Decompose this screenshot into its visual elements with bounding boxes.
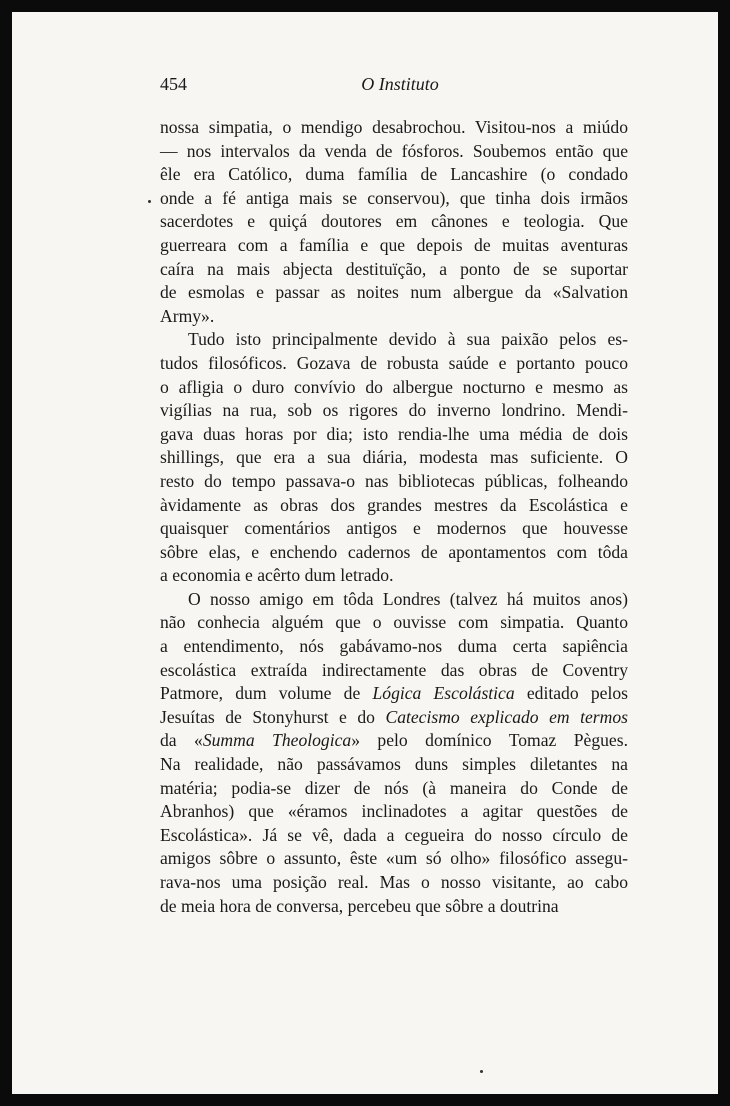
text-line bbox=[160, 376, 628, 400]
body-text bbox=[160, 116, 628, 918]
text-line bbox=[160, 163, 628, 187]
text-segment: guerreara com a família e que depois de muitas aventuras bbox=[160, 234, 628, 255]
text-segment: » pelo domínico Tomaz Pègues. bbox=[351, 730, 628, 751]
text-line bbox=[160, 753, 628, 777]
text-line bbox=[160, 611, 628, 635]
page-number: 454 bbox=[160, 74, 187, 94]
text-segment: Na realidade, não passávamos duns simples diletantes na bbox=[160, 754, 628, 775]
text-segment: sôbre elas, e enchendo cadernos de apontamentos com tôda bbox=[160, 541, 628, 562]
text-line bbox=[160, 494, 628, 518]
text-segment: Jesuítas de Stonyhurst e do bbox=[160, 706, 386, 727]
text-segment: O nosso amigo em tôda Londres (talvez há muitos anos) bbox=[188, 588, 628, 609]
text-segment: sacerdotes e quiçá doutores em cânones e teologia. Que bbox=[160, 211, 628, 232]
text-segment: Patmore, dum volume de bbox=[160, 683, 373, 704]
text-segment: de esmolas e passar as noites num albergue da «Salvation bbox=[160, 282, 628, 303]
text-line bbox=[160, 281, 628, 305]
text-line bbox=[160, 564, 628, 588]
text-segment: matéria; podia-se dizer de nós (à maneira do Conde de bbox=[160, 777, 628, 798]
running-title: O Instituto bbox=[361, 74, 439, 94]
text-segment: o afligia o duro convívio do albergue nocturno e mesmo as bbox=[160, 376, 628, 397]
text-line bbox=[160, 635, 628, 659]
text-line bbox=[160, 116, 628, 140]
text-segment: Tudo isto principalmente devido à sua paixão pelos es- bbox=[188, 329, 628, 350]
italic-title: Lógica Escolástica bbox=[372, 683, 515, 704]
text-line bbox=[160, 729, 628, 753]
text-segment: caíra na mais abjecta destituïção, a ponto de se suportar bbox=[160, 258, 628, 279]
print-speck bbox=[480, 1070, 483, 1073]
text-line bbox=[160, 777, 628, 801]
text-line bbox=[160, 305, 628, 329]
text-line bbox=[160, 517, 628, 541]
text-line bbox=[160, 352, 628, 376]
text-segment: a entendimento, nós gabávamo-nos duma certa sapiência bbox=[160, 636, 628, 657]
italic-title: Summa Theologica bbox=[202, 730, 352, 751]
text-segment: gava duas horas por dia; isto rendia-lhe uma média de dois bbox=[160, 423, 628, 444]
text-line bbox=[160, 847, 628, 871]
text-line bbox=[160, 682, 628, 706]
text-line bbox=[160, 399, 628, 423]
text-line bbox=[160, 187, 628, 211]
text-line bbox=[160, 541, 628, 565]
text-segment: êle era Católico, duma família de Lancashire (o condado bbox=[160, 164, 628, 185]
text-segment: Army». bbox=[160, 305, 215, 326]
text-line bbox=[160, 895, 628, 919]
page-header bbox=[160, 74, 640, 104]
text-line bbox=[160, 210, 628, 234]
italic-title: Catecismo explicado em termos bbox=[385, 706, 628, 727]
text-segment: amigos sôbre o assunto, êste «um só olho» filosófico assegu- bbox=[160, 848, 628, 869]
text-line bbox=[160, 706, 628, 730]
text-line bbox=[160, 824, 628, 848]
text-segment: escolástica extraída indirectamente das obras de Coventry bbox=[160, 659, 628, 680]
text-segment: vigílias na rua, sob os rigores do inverno londrino. Mendi- bbox=[160, 400, 628, 421]
text-segment: tudos filosóficos. Gozava de robusta saúde e portanto pouco bbox=[160, 352, 628, 373]
text-line bbox=[160, 234, 628, 258]
text-segment: resto do tempo passava-o nas bibliotecas públicas, folheando bbox=[160, 470, 628, 491]
text-segment: a economia e acêrto dum letrado. bbox=[160, 565, 394, 586]
text-segment: rava-nos uma posição real. Mas o nosso visitante, ao cabo bbox=[160, 872, 628, 892]
print-speck bbox=[148, 200, 151, 203]
text-segment: onde a fé antiga mais se conservou), que tinha dois irmãos bbox=[160, 187, 628, 208]
book-page bbox=[12, 12, 718, 1094]
text-segment: nossa simpatia, o mendigo desabrochou. Visitou-nos a miúdo bbox=[160, 117, 628, 137]
text-line bbox=[160, 258, 628, 282]
text-line bbox=[160, 588, 628, 612]
text-segment: quaisquer comentários antigos e modernos que houvesse bbox=[160, 518, 628, 539]
text-segment: — nos intervalos da venda de fósforos. Soubemos então que bbox=[160, 140, 628, 161]
text-segment: de meia hora de conversa, percebeu que sôbre a doutrina bbox=[160, 895, 559, 916]
text-segment: da « bbox=[160, 730, 203, 751]
text-line bbox=[160, 871, 628, 895]
text-line bbox=[160, 423, 628, 447]
text-line bbox=[160, 659, 628, 683]
text-segment: Abranhos) que «éramos inclinadotes a agitar questões de bbox=[160, 801, 628, 822]
text-line bbox=[160, 328, 628, 352]
text-line bbox=[160, 800, 628, 824]
text-segment: não conhecia alguém que o ouvisse com simpatia. Quanto bbox=[160, 612, 628, 633]
text-segment: Escolástica». Já se vê, dada a cegueira do nosso círculo de bbox=[160, 824, 628, 845]
text-line bbox=[160, 140, 628, 164]
text-segment: àvidamente as obras dos grandes mestres da Escolástica e bbox=[160, 494, 628, 515]
text-segment: editado pelos bbox=[514, 683, 628, 704]
text-line bbox=[160, 470, 628, 494]
text-segment: shillings, que era a sua diária, modesta mas suficiente. O bbox=[160, 447, 628, 468]
text-line bbox=[160, 446, 628, 470]
